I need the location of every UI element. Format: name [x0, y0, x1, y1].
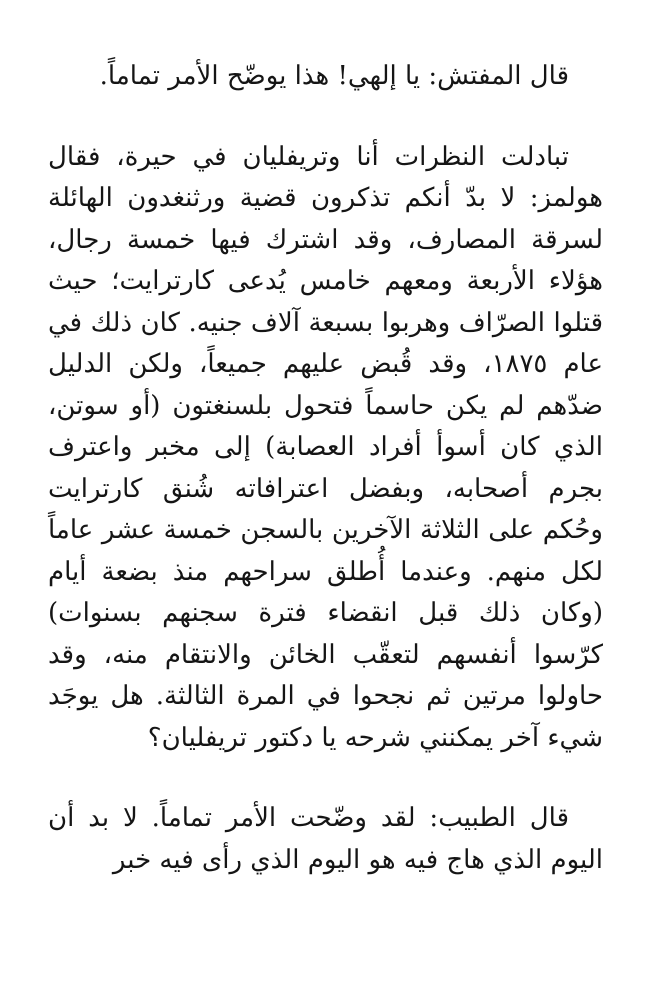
paragraph-inspector: قال المفتش: يا إلهي! هذا يوضّح الأمر تماماً.: [99, 61, 569, 91]
paragraph-holmes-explanation: تبادلت النظرات أنا وتريفليان في حيرة، فقال هولمز: لا بدّ أنكم تذكرون قضية ورثنغدون الهائلة لسرقة المصارف، وقد اشترك فيها خمسة رجال، هؤلاء الأربعة ومعهم خامس يُدعى كارترايت؛ حيث قتلوا الصرّاف وهربوا بسبعة آلاف جنيه. كان ذلك في عام ١٨٧٥، وقد قُبض عليهم جميعاً، ولكن الدليل ضدّهم لم يكن حاسماً فتحول بلسنغتون (أو سوتن، الذي كان أسوأ أفراد العصابة) إلى مخبر واعترف بجرم أصحابه، وبفضل اعترافاته شُنق كارترايت وحُكم على الثلاثة الآخرين بالسجن خمسة عشر عاماً لكل منهم. وعندما أُطلق سراحهم منذ بضعة أيام (وكان ذلك قبل انقضاء فترة سجنهم بسنوات) كرّسوا أنفسهم لتعقّب الخائن والانتقام منه، وقد حاولوا مرتين ثم نجحوا في المرة الثالثة. هل يوجَد شيء آخر يمكنني شرحه يا دكتور تريفليان؟: [48, 141, 603, 753]
paragraph-doctor: قال الطبيب: لقد وضّحت الأمر تماماً. لا بد أن اليوم الذي هاج فيه هو اليوم الذي رأى فيه خبر: [48, 803, 603, 875]
